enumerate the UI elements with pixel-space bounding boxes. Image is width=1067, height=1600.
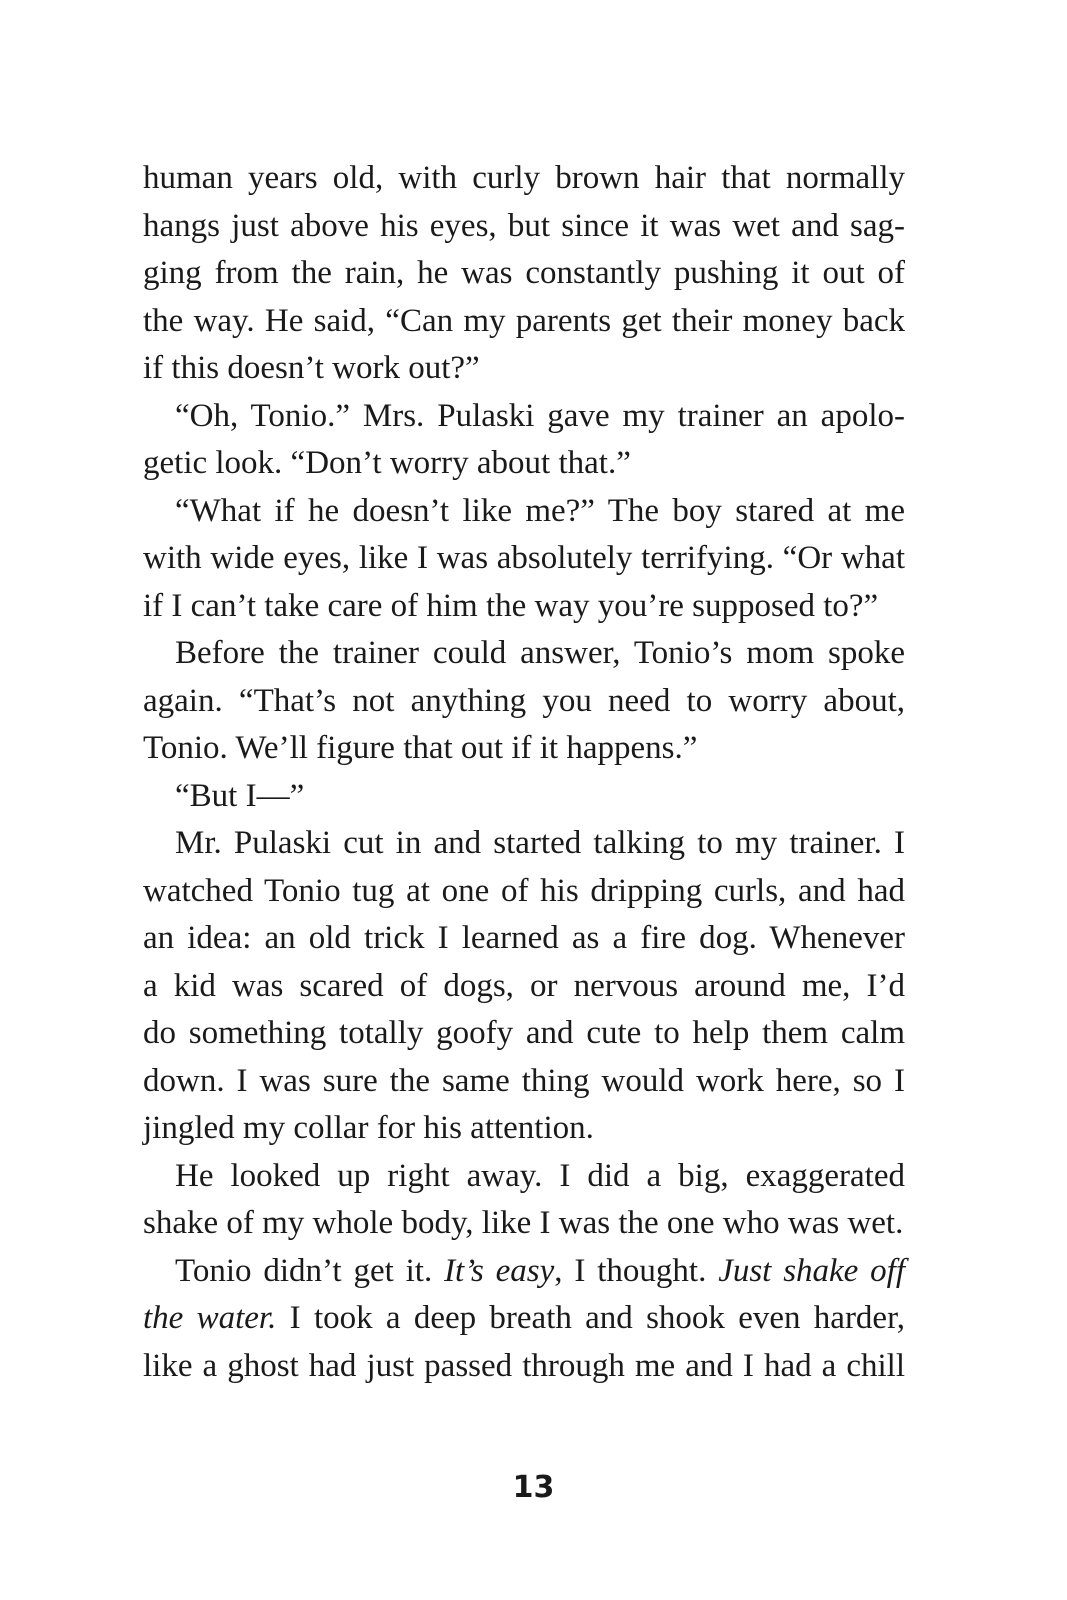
- text-segment: human years old, with curly brown hair that normally: [143, 160, 905, 196]
- text-line: [143, 725, 905, 773]
- text-segment: Tonio. We’ll figure that out if it happens.”: [143, 730, 698, 766]
- page-number: 13: [512, 1470, 555, 1505]
- text-line: [143, 630, 905, 678]
- text-segment: with wide eyes, like I was absolutely terrifying. “Or what: [143, 540, 905, 576]
- text-line: [143, 298, 905, 346]
- text-line: [143, 678, 905, 726]
- text-segment: Tonio didn’t get it.: [175, 1252, 445, 1289]
- text-line: [143, 1200, 905, 1248]
- text-segment: the way. He said, “Can my parents get their money back: [143, 302, 905, 339]
- text-line: [143, 155, 905, 203]
- text-line: [143, 1248, 905, 1296]
- text-segment: Before the trainer could answer, Tonio’s mom spoke: [175, 635, 905, 671]
- text-segment: an idea: an old trick I learned as a fire dog. Whenever: [143, 920, 905, 956]
- text-segment: Mr. Pulaski cut in and started talking to my trainer. I: [175, 825, 905, 861]
- text-segment: ging from the rain, he was constantly pushing it out of: [143, 255, 905, 291]
- text-segment: watched Tonio tug at one of his dripping curls, and had: [143, 872, 905, 909]
- paragraph: [143, 1153, 905, 1248]
- text-segment: “What if he doesn’t like me?” The boy stared at me: [175, 492, 905, 529]
- paragraph: [143, 630, 905, 773]
- text-line: [143, 583, 905, 631]
- text-segment: jingled my collar for his attention.: [143, 1110, 594, 1146]
- body-text: [143, 155, 905, 1390]
- paragraph: [143, 155, 905, 393]
- text-segment: I took a deep breath and shook even harder,: [276, 1300, 905, 1336]
- text-line: [143, 1058, 905, 1106]
- text-segment: “Oh, Tonio.” Mrs. Pulaski gave my trainer an apolo-: [175, 397, 905, 434]
- italic-text: Just shake off: [718, 1252, 906, 1289]
- text-segment: do something totally goofy and cute to help them calm: [143, 1015, 905, 1051]
- text-line: [143, 1295, 905, 1343]
- text-line: [143, 868, 905, 916]
- text-segment: , I thought.: [554, 1252, 719, 1289]
- paragraph: [143, 1248, 905, 1391]
- text-segment: down. I was sure the same thing would work here, so I: [143, 1062, 905, 1099]
- paragraph: [143, 488, 905, 631]
- text-segment: shake of my whole body, like I was the one who was wet.: [143, 1205, 904, 1241]
- text-line: [143, 345, 905, 393]
- text-segment: if this doesn’t work out?”: [143, 350, 480, 386]
- text-line: [143, 773, 905, 821]
- text-segment: a kid was scared of dogs, or nervous around me, I’d: [143, 967, 905, 1004]
- text-line: [143, 250, 905, 298]
- text-line: [143, 440, 905, 488]
- text-line: [143, 820, 905, 868]
- paragraph: [143, 820, 905, 1153]
- italic-text: the water.: [143, 1300, 277, 1336]
- text-line: [143, 915, 905, 963]
- text-line: [143, 1105, 905, 1153]
- text-line: [143, 1343, 905, 1391]
- text-line: [143, 393, 905, 441]
- italic-text: It’s easy: [444, 1252, 555, 1289]
- paragraph: [143, 773, 905, 821]
- text-segment: getic look. “Don’t worry about that.”: [143, 445, 631, 481]
- text-line: [143, 1153, 905, 1201]
- text-line: [143, 203, 905, 251]
- text-line: [143, 963, 905, 1011]
- text-segment: if I can’t take care of him the way you’re supposed to?”: [143, 587, 879, 624]
- text-segment: hangs just above his eyes, but since it was wet and sag-: [143, 207, 905, 244]
- text-segment: He looked up right away. I did a big, exaggerated: [175, 1157, 905, 1194]
- text-line: [143, 535, 905, 583]
- text-line: [143, 1010, 905, 1058]
- text-segment: again. “That’s not anything you need to worry about,: [143, 682, 905, 719]
- paragraph: [143, 393, 905, 488]
- text-line: [143, 488, 905, 536]
- text-segment: “But I—”: [175, 777, 305, 814]
- text-segment: like a ghost had just passed through me and I had a chill: [143, 1347, 905, 1384]
